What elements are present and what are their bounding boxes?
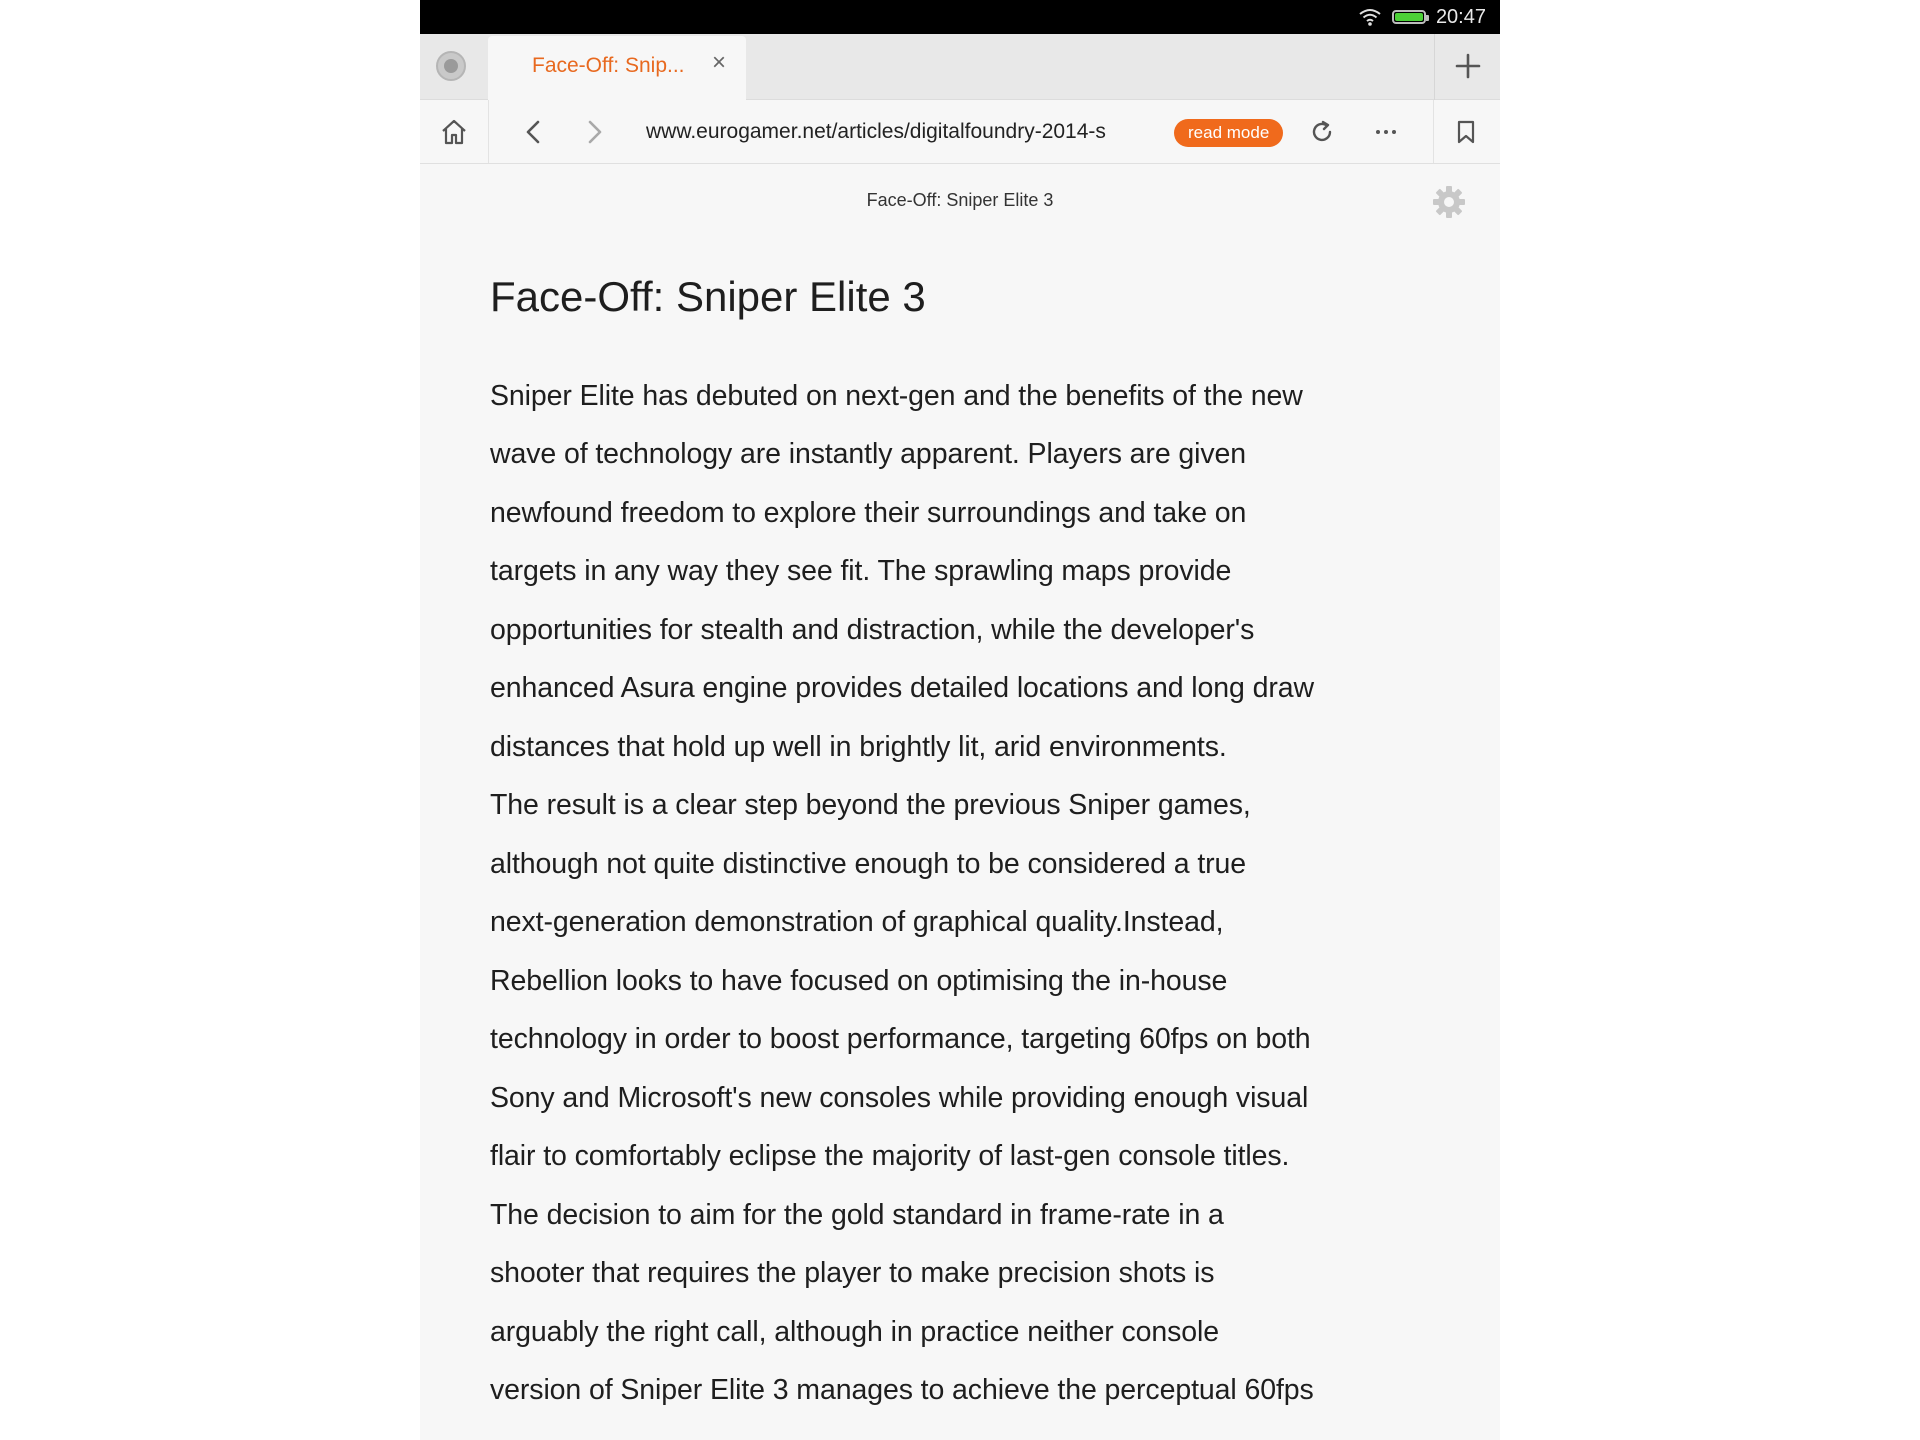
status-bar	[420, 0, 1500, 34]
article-title: Face-Off: Sniper Elite 3	[490, 273, 926, 320]
browser-device	[420, 0, 1500, 1440]
tab-active[interactable]	[488, 36, 746, 100]
more-icon[interactable]	[1372, 118, 1400, 146]
reader-header-title: Face-Off: Sniper Elite 3	[866, 190, 1054, 210]
tab-bar	[420, 34, 1500, 100]
tab-title[interactable]: Face-Off: Snip...	[532, 54, 685, 77]
tab-close-icon[interactable]: ×	[712, 49, 727, 76]
article-body: Sniper Elite has debuted on next-gen and the benefits of the new wave of technology are instantly apparent. Players are given newfound freedom to explore their surroundings and take on targets in any way they see fit. The sprawling maps provide opportunities for stealth and distraction, while the developer's enhanced Asura engine provides detailed locations and long draw distances that hold up well in brightly lit, arid environments. The result is a clear step beyond the previous Sniper games, although not quite distinctive enough to be considered a true next-generation demonstration of graphical quality.Instead, Rebellion looks to have focused on optimising the in-house technology in order to boost performance, targeting 60fps on both Sony and Microsoft's new consoles while providing enough visual flair to comfortably eclipse the majority of last-gen console titles. The decision to aim for the gold standard in frame-rate in a shooter that requires the player to make precision shots is arguably the right call, although in practice neither console version of Sniper Elite 3 manages to achieve the perceptual 60fps	[490, 379, 1314, 1407]
refresh-icon[interactable]	[1308, 118, 1336, 146]
reader-header	[420, 164, 1500, 236]
incognito-icon[interactable]	[436, 51, 466, 81]
new-tab-button[interactable]	[1434, 34, 1500, 100]
wifi-icon	[1358, 7, 1382, 27]
home-icon[interactable]	[440, 118, 468, 146]
gear-icon[interactable]	[1432, 185, 1466, 219]
divider	[1433, 100, 1434, 163]
battery-level	[1395, 13, 1423, 21]
battery-icon	[1392, 10, 1426, 24]
divider	[488, 100, 489, 163]
read-mode-button[interactable]: read mode	[1174, 119, 1283, 147]
forward-icon[interactable]	[580, 118, 608, 146]
url-field[interactable]: www.eurogamer.net/articles/digitalfoundry-2014-s	[646, 120, 1106, 143]
bookmark-icon[interactable]	[1452, 118, 1480, 146]
address-bar	[420, 100, 1500, 164]
article	[490, 270, 1450, 1420]
plus-icon[interactable]	[1455, 53, 1481, 79]
back-icon[interactable]	[520, 118, 548, 146]
status-icons	[1358, 0, 1486, 34]
status-time: 20:47	[1435, 5, 1486, 28]
